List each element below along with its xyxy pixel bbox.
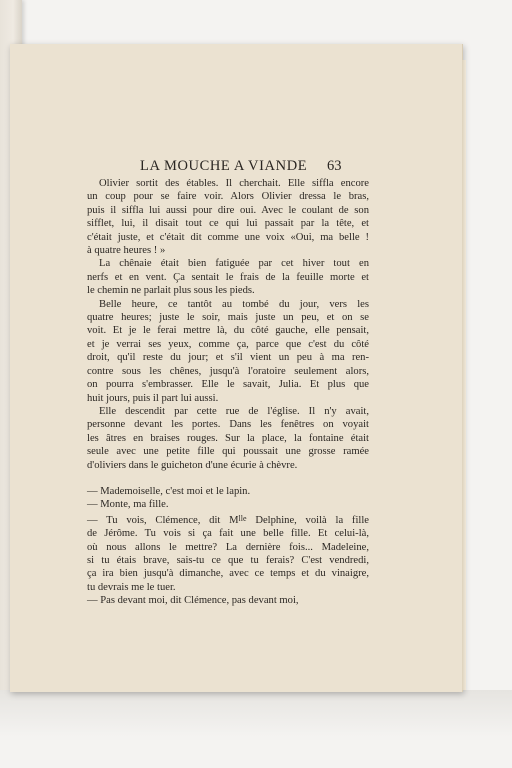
text-line: on pourra s'embrasser. Elle le savait, Julia. Et plus que: [87, 379, 369, 391]
text-line: La chênaie était bien fatiguée par cet hiver tout en: [99, 258, 369, 270]
paragraph: [87, 257, 369, 297]
text-line: quatre heures; juste le soir, mais juste un peu, et on se: [87, 312, 369, 324]
text-line: Elle descendit par cette rue de l'église. Il n'y avait,: [99, 405, 369, 417]
paragraph: [87, 177, 369, 257]
text-line: seule avec une petite fille qui poussait une grosse ramée: [87, 446, 369, 458]
text-line: d'oliviers dans le guicheton d'une écurie à chèvre.: [87, 459, 298, 471]
text-line: sifflet, lui, il disait tout ce qui lui passait par la tête, et: [87, 218, 369, 230]
text-line: ça ira bien jusqu'à dimanche, avec ce temps et du vinaigre,: [87, 568, 369, 580]
text-line: où nous allons le mettre? La dernière fois... Madeleine,: [87, 541, 369, 553]
text-line: et je verrai ses yeux, comme ça, parce que c'est du côté: [87, 338, 369, 350]
text-line: tu devrais me le tuer.: [87, 581, 176, 593]
body-text: [87, 177, 369, 608]
text-line: puis il siffla lui aussi pour dire oui. Avec le coulant de son: [87, 204, 369, 216]
text-line: si tu étais brave, sais-tu ce que tu ferais? C'est vendredi,: [87, 554, 369, 566]
text-line: Olivier sortit des étables. Il cherchait. Elle siffla encore: [99, 178, 369, 189]
text-line: personne devant les portes. Dans les fenêtres on voyait: [87, 419, 369, 431]
paragraph: [87, 594, 369, 607]
text-line: les âtres en braises rouges. Sur la place, la fontaine était: [87, 432, 369, 444]
text-line: Belle heure, ce tantôt au tombé du jour, vers les: [99, 298, 369, 310]
text-line: à quatre heures ! »: [87, 245, 166, 257]
paragraph: [87, 512, 369, 594]
paragraph: [87, 485, 369, 498]
text-line: de Jérôme. Tu vois si ça fait une belle fille. Et celui-là,: [87, 528, 369, 540]
text-line: — Tu vois, Clémence, dit Mlle Delphine, voilà la fille: [87, 513, 369, 526]
text-line: — Pas devant moi, dit Clémence, pas devant moi,: [87, 595, 299, 607]
text-line: voit. Et je le ferai mettre là, du côté gauche, elle pensait,: [87, 325, 369, 337]
page-stack-edge: [462, 60, 466, 690]
text-line: droit, qu'il reste du jour; et s'il vient un peu à ma ren-: [87, 352, 369, 364]
page-number: 63: [327, 158, 342, 174]
text-line: — Monte, ma fille.: [87, 499, 169, 511]
text-line: c'était juste, et c'était dit comme une voix «Oui, ma belle !: [87, 231, 369, 243]
text-line: — Mademoiselle, c'est moi et le lapin.: [87, 485, 251, 497]
text-line: nerfs et en vent. Ça sentait le frais de la feuille morte et: [87, 271, 369, 283]
table-surface: [0, 690, 512, 768]
text-line: le chemin ne parlait plus sous les pieds.: [87, 285, 255, 297]
paragraph: [87, 405, 369, 472]
text-line: huit jours, puis il part lui aussi.: [87, 392, 219, 404]
paragraph: [87, 298, 369, 405]
running-head: LA MOUCHE A VIANDE: [140, 158, 308, 174]
text-line: un coup pour se faire voir. Alors Olivier dressa le bras,: [87, 191, 369, 203]
text-line: contre sous les chênes, jusqu'à l'oratoire seulement alors,: [87, 365, 369, 377]
paragraph: [87, 498, 369, 511]
